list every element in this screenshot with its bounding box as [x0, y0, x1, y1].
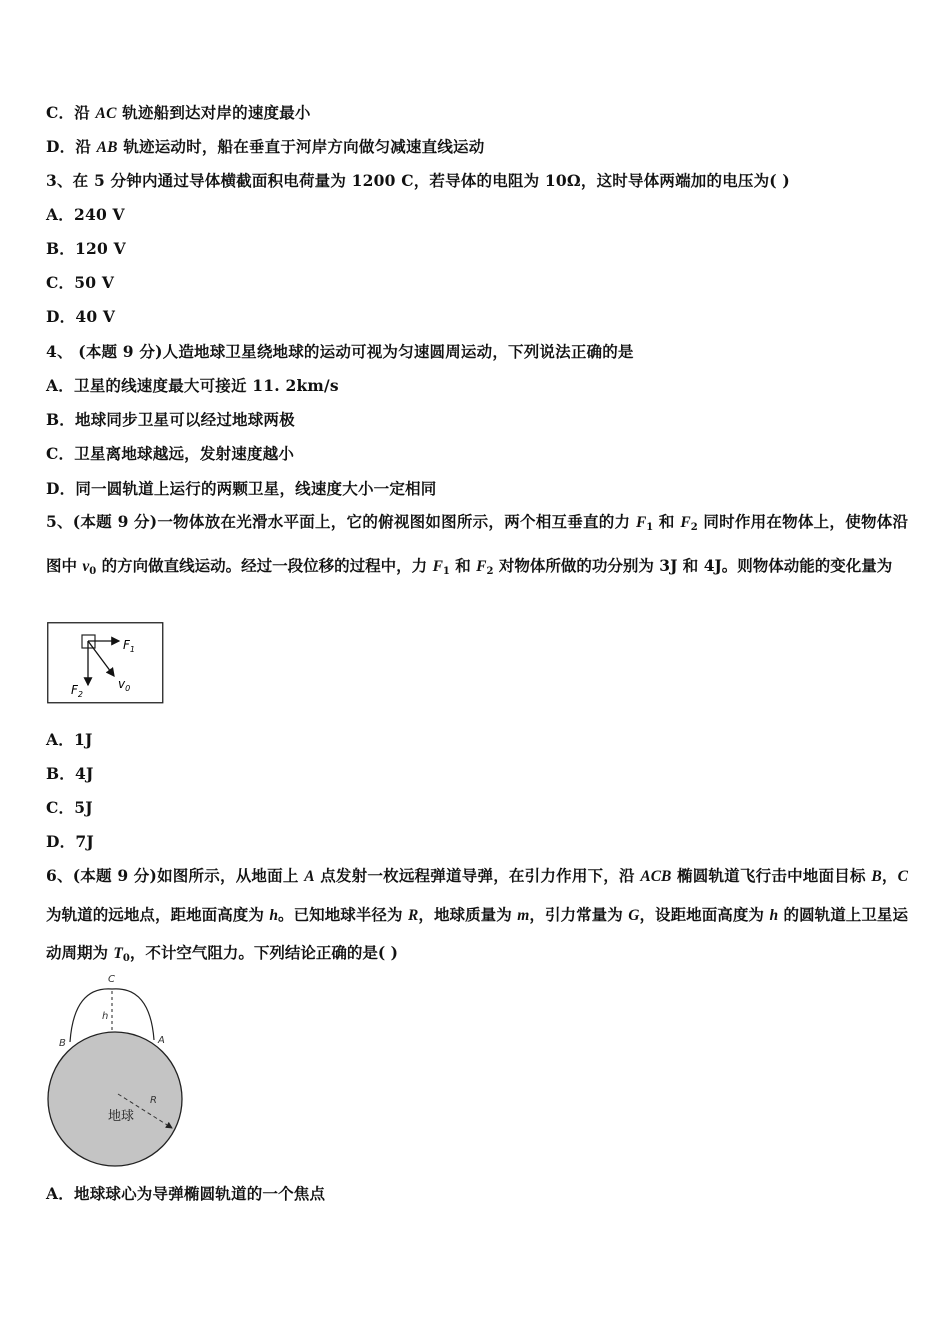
- q6-stem: 6、(本题 9 分)如图所示，从地面上 A 点发射一枚远程弹道导弹，在引力作用下，沿 ACB 椭圆轨道飞行击中地面目标 B，C 为轨道的远地点，距地面高度为 h。已知地球半径为 R，地球质量为 m，引力常量为 G，设距地面高度为 h 的圆轨道上卫星运动周期为 $T_0$，不计空气阻力。下列结论正确的是( ): [46, 866, 908, 964]
- q4-option-c: C．卫星离地球越远，发射速度越小: [46, 444, 295, 463]
- q4-option-a: A．卫星的线速度最大可接近 11. 2km/s: [46, 376, 339, 395]
- q5-stem: 5、(本题 9 分)一物体放在光滑水平面上，它的俯视图如图所示，两个相互垂直的力 $F_1$ 和 $F_2$ 同时作用在物体上，使物体沿图中 $v_0$ 的方向做直线运动。经过一段位移的过程中，力 $F_1$ 和 $F_2$ 对物体所做的功分别为 3J 和 4J。则物体动能的变化量为: [46, 512, 908, 577]
- q6-option-a: A．地球球心为导弹椭圆轨道的一个焦点: [46, 1184, 326, 1203]
- label-h: h: [102, 1011, 109, 1022]
- label-a: A: [158, 1035, 165, 1046]
- q3-option-c: C．50 V: [46, 273, 115, 292]
- force-diagram: [47, 622, 165, 710]
- force-diagram-svg: [47, 622, 165, 706]
- label-c: C: [108, 974, 115, 985]
- q5-option-c: C．5J: [46, 798, 93, 817]
- f1-label: $F_1$: [123, 638, 135, 654]
- v0-arrow: [88, 641, 114, 676]
- q5-option-a: A．1J: [46, 730, 93, 749]
- figure-frame: [48, 623, 163, 703]
- q4-option-d: D．同一圆轨道上运行的两颗卫星，线速度大小一定相同: [46, 479, 437, 498]
- f2-label: $F_2$: [71, 683, 83, 699]
- q2-option-d: D．沿 AB 轨迹运动时，船在垂直于河岸方向做匀减速直线运动: [46, 137, 485, 156]
- earth-circle: [48, 1032, 182, 1166]
- v0-label: $v_0$: [118, 677, 131, 693]
- q5-option-b: B．4J: [46, 764, 94, 783]
- q3-option-d: D．40 V: [46, 307, 116, 326]
- q3-option-b: B．120 V: [46, 239, 126, 258]
- q4-option-b: B．地球同步卫星可以经过地球两极: [46, 410, 295, 429]
- q2-option-c: C．沿 AC 轨迹船到达对岸的速度最小: [46, 103, 311, 122]
- orbit-diagram: [44, 968, 189, 1177]
- label-earth: 地球: [108, 1109, 135, 1124]
- q3-option-a: A．240 V: [46, 205, 125, 224]
- label-r: R: [150, 1095, 157, 1106]
- q5-option-d: D．7J: [46, 832, 94, 851]
- orbit-diagram-svg: [44, 968, 189, 1173]
- label-b: B: [59, 1038, 66, 1049]
- q3-stem: 3、在 5 分钟内通过导体横截面积电荷量为 1200 C，若导体的电阻为 10Ω，这时导体两端加的电压为( ): [46, 171, 790, 190]
- q4-stem: 4、 (本题 9 分)人造地球卫星绕地球的运动可视为匀速圆周运动，下列说法正确的是: [46, 342, 634, 361]
